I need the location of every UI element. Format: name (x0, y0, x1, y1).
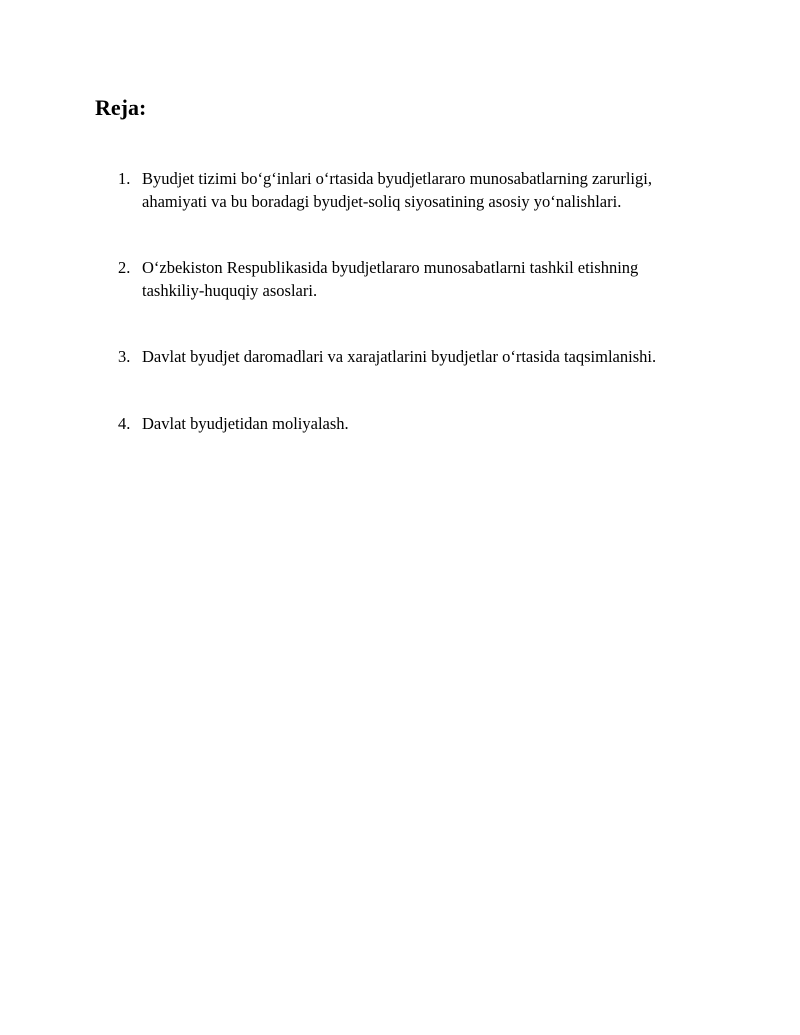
list-item (0, 257, 702, 302)
list-item-number: 2. (118, 258, 131, 277)
list-item-text: Davlat byudjet daromadlari va xarajatlarini byudjetlar o‘rtasida taqsimlanishi. (142, 347, 657, 366)
list-item (0, 346, 702, 369)
list-item-number: 1. (118, 169, 131, 188)
list-item-number: 4. (118, 413, 131, 433)
list-item-number: 3. (118, 347, 131, 366)
list-item (0, 168, 702, 213)
list-item-text: Byudjet tizimi bo‘g‘inlari o‘rtasida byudjetlararo munosabatlarning zarurligi, ahamiyati va bu boradagi byudjet-soliq siyosatining asosiy yo‘nalishlari. (142, 169, 652, 211)
list-item-text: O‘zbekiston Respublikasida byudjetlararo munosabatlarni tashkil etishning tashkiliy-huquqiy asoslari. (142, 258, 639, 300)
page-title: Reja: (95, 95, 147, 120)
list-item-text: Davlat byudjetidan moliyalash. (142, 413, 349, 433)
plan-list (0, 168, 800, 479)
list-item (0, 413, 702, 436)
